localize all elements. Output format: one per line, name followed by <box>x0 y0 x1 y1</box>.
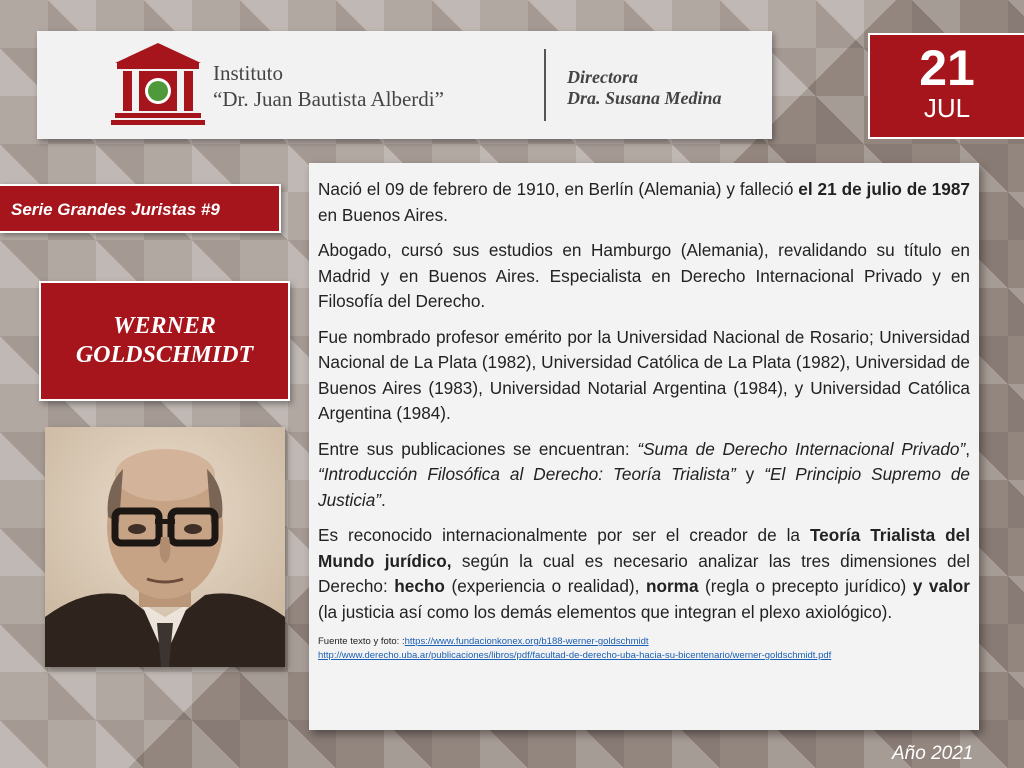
bio-paragraph-3: Fue nombrado profesor emérito por la Universidad Nacional de Rosario; Universidad Nacional de La Plata (1982), Universidad Católica de La Plata (1982), Universidad de Buenos Aires (1983), Universidad Notarial Argentina (1984), y Universidad Católica Argentina (1984). <box>318 326 970 423</box>
source-link-uba[interactable]: http://www.derecho.uba.ar/publicaciones/libros/pdf/facultad-de-derecho-uba-hacia-su-bicentenario/werner-goldschmidt.pdf <box>318 650 832 661</box>
institute-name-line2: “Dr. Juan Bautista Alberdi” <box>213 87 444 111</box>
footer-year: Año 2021 <box>892 743 974 764</box>
biography-panel <box>309 163 979 730</box>
header-divider <box>544 49 546 121</box>
series-label-box <box>0 184 281 233</box>
date-month: JUL <box>923 93 971 123</box>
institute-name-line1: Instituto <box>213 61 284 85</box>
bio-paragraph-5: Es reconocido internacionalmente por ser el creador de la Teoría Trialista del Mundo jurídico, según la cual es necesario analizar las tres dimensiones del Derecho: hecho (experiencia o realidad), norma (regla o precepto jurídico) y valor (la justicia así como los demás elementos que integran el plexo axiológico). <box>318 525 970 622</box>
sources <box>318 635 970 663</box>
portrait-photo <box>45 427 285 667</box>
series-label: Serie Grandes Juristas #9 <box>11 200 220 219</box>
header-banner <box>37 31 772 139</box>
institute-logo-icon <box>111 41 205 127</box>
bio-paragraph-1: Nació el 09 de febrero de 1910, en Berlín (Alemania) y falleció el 21 de julio de 1987 en Buenos Aires. <box>318 179 970 225</box>
jurist-first-name: WERNER <box>113 313 216 339</box>
sources-label: Fuente texto y foto: : <box>318 636 405 647</box>
date-badge <box>868 33 1024 139</box>
jurist-name-box <box>39 281 290 401</box>
director-title: Directora <box>567 67 638 87</box>
bio-paragraph-2: Abogado, cursó sus estudios en Hamburgo (Alemania), revalidando su título en Madrid y en Buenos Aires. Especialista en Derecho Internacional Privado y en Filosofía del Derecho. <box>318 240 970 311</box>
director-name: Dra. Susana Medina <box>567 88 722 108</box>
date-day: 21 <box>919 40 975 96</box>
source-link-konex[interactable]: https://www.fundacionkonex.org/b188-werner-goldschmidt <box>404 636 649 647</box>
bio-paragraph-4: Entre sus publicaciones se encuentran: “Suma de Derecho Internacional Privado”, “Introducción Filosófica al Derecho: Teoría Trialista” y “El Principio Supremo de Justicia”. <box>318 438 970 510</box>
jurist-last-name: GOLDSCHMIDT <box>75 342 254 368</box>
